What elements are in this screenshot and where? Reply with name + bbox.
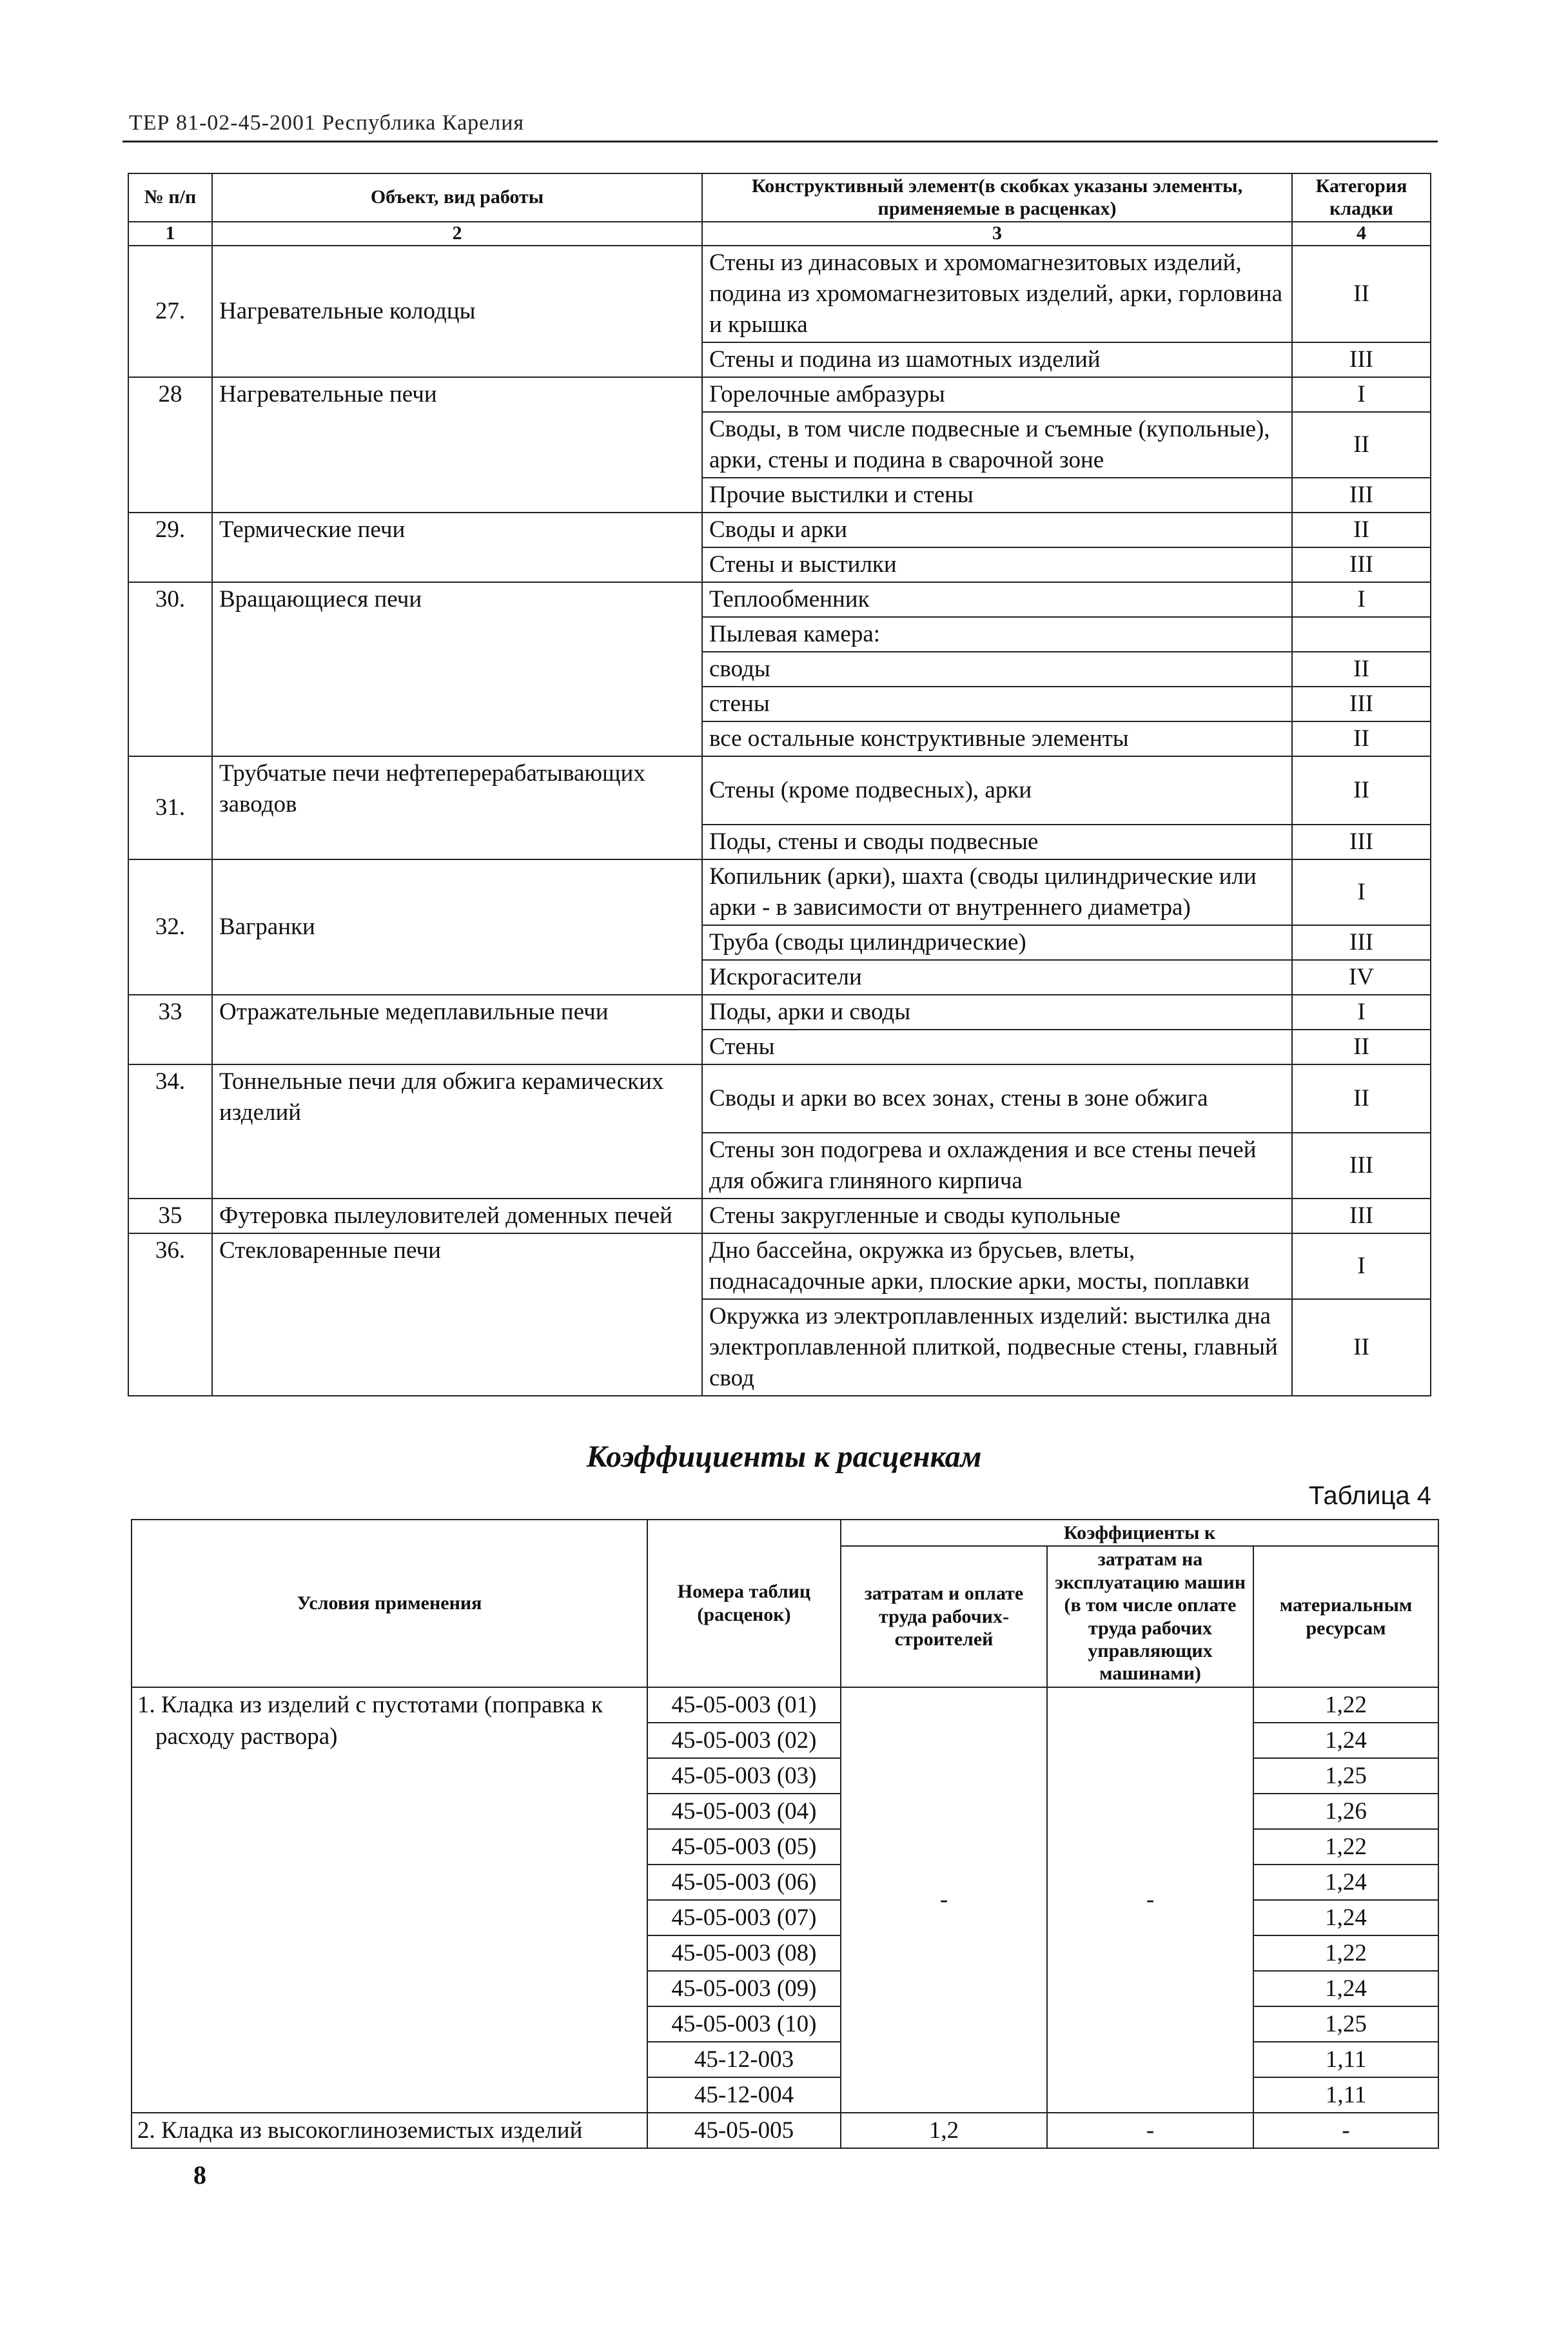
row-category: III	[1292, 825, 1431, 859]
row-condition-cell	[132, 1687, 647, 2113]
row-materials-coef: -	[1253, 2113, 1438, 2148]
col-header-num: № п/п	[128, 173, 212, 222]
row-element: Стены зон подогрева и охлаждения и все стены печей для обжига глиняного кирпича	[702, 1133, 1292, 1199]
row-number: 35	[128, 1199, 212, 1233]
table-row	[128, 377, 1431, 412]
row-object: Стекловаренные печи	[212, 1233, 702, 1396]
row-category: I	[1292, 582, 1431, 617]
row-materials-coef: 1,24	[1253, 1971, 1438, 2006]
row-materials-coef: 1,11	[1253, 2077, 1438, 2113]
row-category	[1292, 617, 1431, 652]
row-materials-coef: 1,26	[1253, 1794, 1438, 1829]
col-number: 4	[1292, 222, 1431, 246]
row-element: Поды, арки и своды	[702, 995, 1292, 1030]
row-element: Стены (кроме подвесных), арки	[702, 756, 1292, 825]
row-condition: 1. Кладка из изделий с пустотами (поправка к расходу раствора)	[137, 1691, 603, 1750]
row-category: II	[1292, 412, 1431, 478]
col-header-machines: затратам на эксплуатацию машин (в том числе оплате труда рабочих управляющих машинами)	[1047, 1546, 1253, 1687]
row-element: Стены	[702, 1030, 1292, 1064]
row-materials-coef: 1,24	[1253, 1865, 1438, 1900]
table-header-row	[132, 1520, 1438, 1546]
row-table-number: 45-05-003 (08)	[647, 1935, 841, 1971]
row-number: 34.	[128, 1064, 212, 1199]
row-category: I	[1292, 995, 1431, 1030]
row-number: 29.	[128, 513, 212, 582]
row-number: 33	[128, 995, 212, 1064]
row-category: III	[1292, 478, 1431, 513]
row-element: Копильник (арки), шахта (своды цилиндрические или арки - в зависимости от внутреннего диаметра)	[702, 859, 1292, 925]
row-category: I	[1292, 1233, 1431, 1299]
row-category: III	[1292, 1199, 1431, 1233]
row-object: Термические печи	[212, 513, 702, 582]
row-category: II	[1292, 1030, 1431, 1064]
col-number: 2	[212, 222, 702, 246]
row-category: IV	[1292, 960, 1431, 995]
section-caption: Коэффициенты к расценкам	[586, 1440, 982, 1474]
coefficients-table	[131, 1519, 1439, 2149]
row-element: Окружка из электроплавленных изделий: выстилка дна электроплавленной плиткой, подвесные стены, главный свод	[702, 1299, 1292, 1396]
table-row	[128, 1064, 1431, 1133]
row-element: Стены и подина из шамотных изделий	[702, 342, 1292, 377]
row-category: III	[1292, 1133, 1431, 1199]
row-element: Прочие выстилки и стены	[702, 478, 1292, 513]
document-header: ТЕР 81-02-45-2001 Республика Карелия	[129, 111, 525, 135]
table-row	[128, 859, 1431, 925]
col-header-tables: Номера таблиц (расценок)	[647, 1520, 841, 1687]
row-table-number: 45-05-003 (10)	[647, 2006, 841, 2042]
col-header-coef-group: Коэффициенты к	[841, 1520, 1438, 1546]
row-object: Вагранки	[212, 859, 702, 995]
col-number: 3	[702, 222, 1292, 246]
col-header-conditions: Условия применения	[132, 1520, 647, 1687]
row-element: Поды, стены и своды подвесные	[702, 825, 1292, 859]
row-object: Футеровка пылеуловителей доменных печей	[212, 1199, 702, 1233]
row-table-number: 45-05-003 (09)	[647, 1971, 841, 2006]
table-row	[128, 246, 1431, 342]
table-row	[128, 995, 1431, 1030]
row-category: III	[1292, 342, 1431, 377]
row-table-number: 45-12-003	[647, 2042, 841, 2077]
column-number-row	[128, 222, 1431, 246]
row-element: Теплообменник	[702, 582, 1292, 617]
row-category: II	[1292, 1299, 1431, 1396]
row-materials-coef: 1,24	[1253, 1723, 1438, 1758]
table-header-row	[128, 173, 1431, 222]
row-element: Своды, в том числе подвесные и съемные (купольные), арки, стены и подина в сварочной зоне	[702, 412, 1292, 478]
row-category: II	[1292, 513, 1431, 547]
col-header-element: Конструктивный элемент(в скобках указаны элементы, применяемые в расценках)	[702, 173, 1292, 222]
row-machines-coef: -	[1047, 2113, 1253, 2148]
row-number: 32.	[128, 859, 212, 995]
row-category: III	[1292, 547, 1431, 582]
row-number: 28	[128, 377, 212, 513]
col-header-object: Объект, вид работы	[212, 173, 702, 222]
row-materials-coef: 1,25	[1253, 2006, 1438, 2042]
row-category: III	[1292, 687, 1431, 721]
row-element: Пылевая камера:	[702, 617, 1292, 652]
col-header-labor: затратам и оплате труда рабочих-строителей	[841, 1546, 1047, 1687]
row-number: 27.	[128, 246, 212, 377]
row-materials-coef: 1,24	[1253, 1900, 1438, 1935]
row-labor-coef: 1,2	[841, 2113, 1047, 2148]
row-category: II	[1292, 1064, 1431, 1133]
row-object: Нагревательные печи	[212, 377, 702, 513]
row-materials-coef: 1,22	[1253, 1935, 1438, 1971]
row-materials-coef: 1,11	[1253, 2042, 1438, 2077]
row-table-number: 45-05-003 (05)	[647, 1829, 841, 1865]
row-category: II	[1292, 721, 1431, 756]
row-materials-coef: 1,22	[1253, 1829, 1438, 1865]
row-table-number: 45-05-003 (03)	[647, 1758, 841, 1794]
row-number: 30.	[128, 582, 212, 756]
row-table-number: 45-05-005	[647, 2113, 841, 2148]
row-materials-coef: 1,25	[1253, 1758, 1438, 1794]
table-row	[128, 1233, 1431, 1299]
table-row	[128, 756, 1431, 825]
table-label: Таблица 4	[1308, 1482, 1431, 1510]
row-table-number: 45-05-003 (01)	[647, 1687, 841, 1723]
row-element: стены	[702, 687, 1292, 721]
row-category: II	[1292, 246, 1431, 342]
row-element: Стены из динасовых и хромомагнезитовых изделий, подина из хромомагнезитовых изделий, арки, горловина и крышка	[702, 246, 1292, 342]
row-element: Труба (своды цилиндрические)	[702, 925, 1292, 960]
row-element: Дно бассейна, окружка из брусьев, влеты, поднасадочные арки, плоские арки, мосты, поплавки	[702, 1233, 1292, 1299]
row-labor-coef: -	[841, 1687, 1047, 2113]
row-machines-coef: -	[1047, 1687, 1253, 2113]
row-object: Трубчатые печи нефтеперерабатывающих заводов	[212, 756, 702, 859]
header-divider	[122, 141, 1438, 142]
row-object: Вращающиеся печи	[212, 582, 702, 756]
row-table-number: 45-05-003 (04)	[647, 1794, 841, 1829]
col-header-materials: материальным ресурсам	[1253, 1546, 1438, 1687]
page-number: 8	[193, 2160, 206, 2189]
col-number: 1	[128, 222, 212, 246]
row-category: I	[1292, 377, 1431, 412]
row-element: все остальные конструктивные элементы	[702, 721, 1292, 756]
row-category: II	[1292, 652, 1431, 687]
row-element: Горелочные амбразуры	[702, 377, 1292, 412]
row-condition: 2. Кладка из высокоглиноземистых изделий	[132, 2113, 647, 2148]
row-element: Своды и арки	[702, 513, 1292, 547]
row-category: I	[1292, 859, 1431, 925]
row-table-number: 45-05-003 (06)	[647, 1865, 841, 1900]
row-object: Отражательные медеплавильные печи	[212, 995, 702, 1064]
row-number: 36.	[128, 1233, 212, 1396]
row-materials-coef: 1,22	[1253, 1687, 1438, 1723]
row-table-number: 45-05-003 (07)	[647, 1900, 841, 1935]
row-element: Стены закругленные и своды купольные	[702, 1199, 1292, 1233]
table-row	[132, 2113, 1438, 2148]
row-table-number: 45-05-003 (02)	[647, 1723, 841, 1758]
row-element: Стены и выстилки	[702, 547, 1292, 582]
row-object: Тоннельные печи для обжига керамических изделий	[212, 1064, 702, 1199]
row-category: II	[1292, 756, 1431, 825]
table-row	[128, 582, 1431, 617]
table-row	[128, 513, 1431, 547]
row-element: Искрогасители	[702, 960, 1292, 995]
row-number: 31.	[128, 756, 212, 859]
row-object: Нагревательные колодцы	[212, 246, 702, 377]
col-header-category: Категория кладки	[1292, 173, 1431, 222]
row-element: своды	[702, 652, 1292, 687]
row-table-number: 45-12-004	[647, 2077, 841, 2113]
row-element: Своды и арки во всех зонах, стены в зоне обжига	[702, 1064, 1292, 1133]
masonry-category-table	[128, 173, 1431, 1396]
table-row	[132, 1687, 1438, 1723]
row-category: III	[1292, 925, 1431, 960]
table-row	[128, 1199, 1431, 1233]
